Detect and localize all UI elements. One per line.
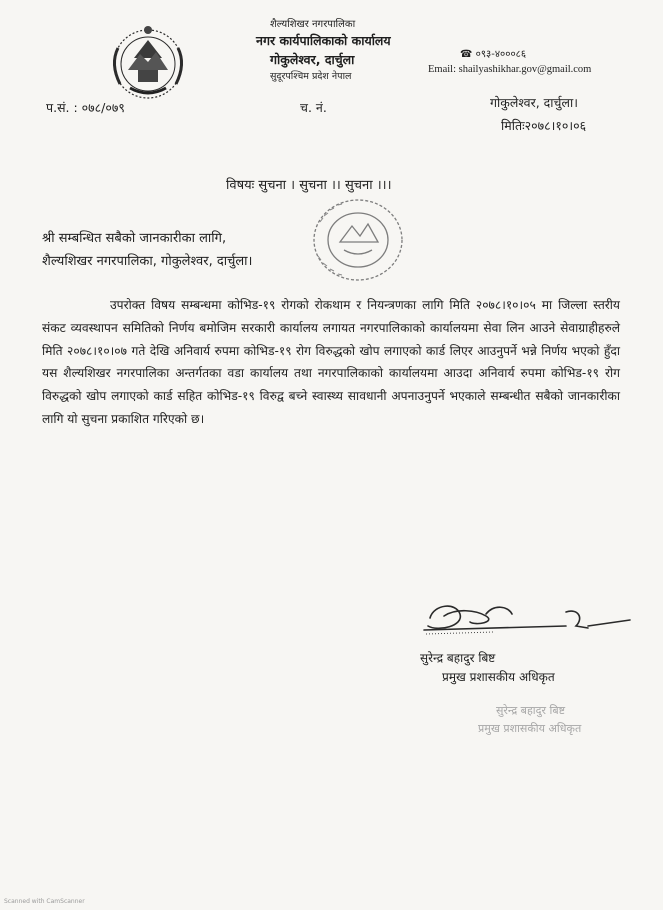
reference-number: प.सं. : ०७८/०७९	[46, 100, 125, 115]
name-stamp	[476, 700, 586, 740]
dispatch-number: च. नं.	[300, 100, 327, 115]
signatory-name: सुरेन्द्र बहादुर बिष्ट	[420, 651, 496, 665]
name-stamp-line-1: सुरेन्द्र बहादुर बिष्ट	[496, 704, 566, 717]
scanner-watermark: Scanned with CamScanner	[4, 898, 85, 905]
signatory-title: प्रमुख प्रशासकीय अधिकृत	[442, 670, 555, 684]
letter-place: गोकुलेश्वर, दार्चुला।	[490, 95, 578, 110]
handwritten-signature-icon	[416, 596, 636, 644]
government-emblem-icon	[104, 18, 192, 106]
subject-line: विषयः सुचना । सुचना ।। सुचना ।।।	[226, 178, 392, 193]
name-stamp-line-2: प्रमुख प्रशासकीय अधिकृत	[478, 722, 582, 735]
municipality-name: शैल्यशिखर नगरपालिका	[270, 19, 356, 30]
office-seal-icon	[300, 196, 406, 284]
notice-body: उपरोक्त विषय सम्बन्धमा कोभिड-१९ रोगको रोकथाम र नियन्त्रणका लागि मिति २०७८।१०।०५ मा जिल्ला स्तरीय संकट व्यवस्थापन समितिको निर्णय बमोजिम सरकारी कार्यालय लगायत नगरपालिकाको कार्यालयमा सेवा लिन आउने सेवाग्राहीहरुले मिति २०७८।१०।०७ गते देखि अनिवार्य रुपमा कोभिड-१९ रोग विरुद्धको खोप लगाएको कार्ड लिएर आउनुपर्ने भन्ने निर्णय भएको हुँदा यस शैल्यशिखर नगरपालिका अन्तर्गतका वडा कार्यालय तथा नगरपालिकाको कार्यालयमा आउदा अनिवार्य रुपमा कोभिड-१९ रोग विरुद्धको खोप लगाएको कार्ड सहित कोभिड-१९ विरुद्व बच्ने स्वास्थ्य सावधानी अपनाउनुपर्ने भएकाले सम्बन्धीत सबैको जानकारीका लागि यो सुचना प्रकाशित गरिएको छ।	[42, 298, 620, 426]
addressee-line-2: शैल्यशिखर नगरपालिका, गोकुलेश्वर, दार्चुला।	[42, 254, 253, 269]
office-name: नगर कार्यपालिकाको कार्यालय	[256, 33, 391, 48]
email-address: Email: shailyashikhar.gov@gmail.com	[428, 64, 592, 75]
phone-number: ☎ ०९३-४०००८६	[460, 49, 527, 60]
office-location: गोकुलेश्वर, दार्चुला	[270, 52, 355, 67]
addressee-line-1: श्री सम्बन्धित सबैको जानकारीका लागि,	[42, 231, 227, 246]
province-name: सुदूरपश्चिम प्रदेश नेपाल	[270, 71, 352, 82]
letter-date: मितिः२०७८।१०।०६	[501, 118, 587, 133]
